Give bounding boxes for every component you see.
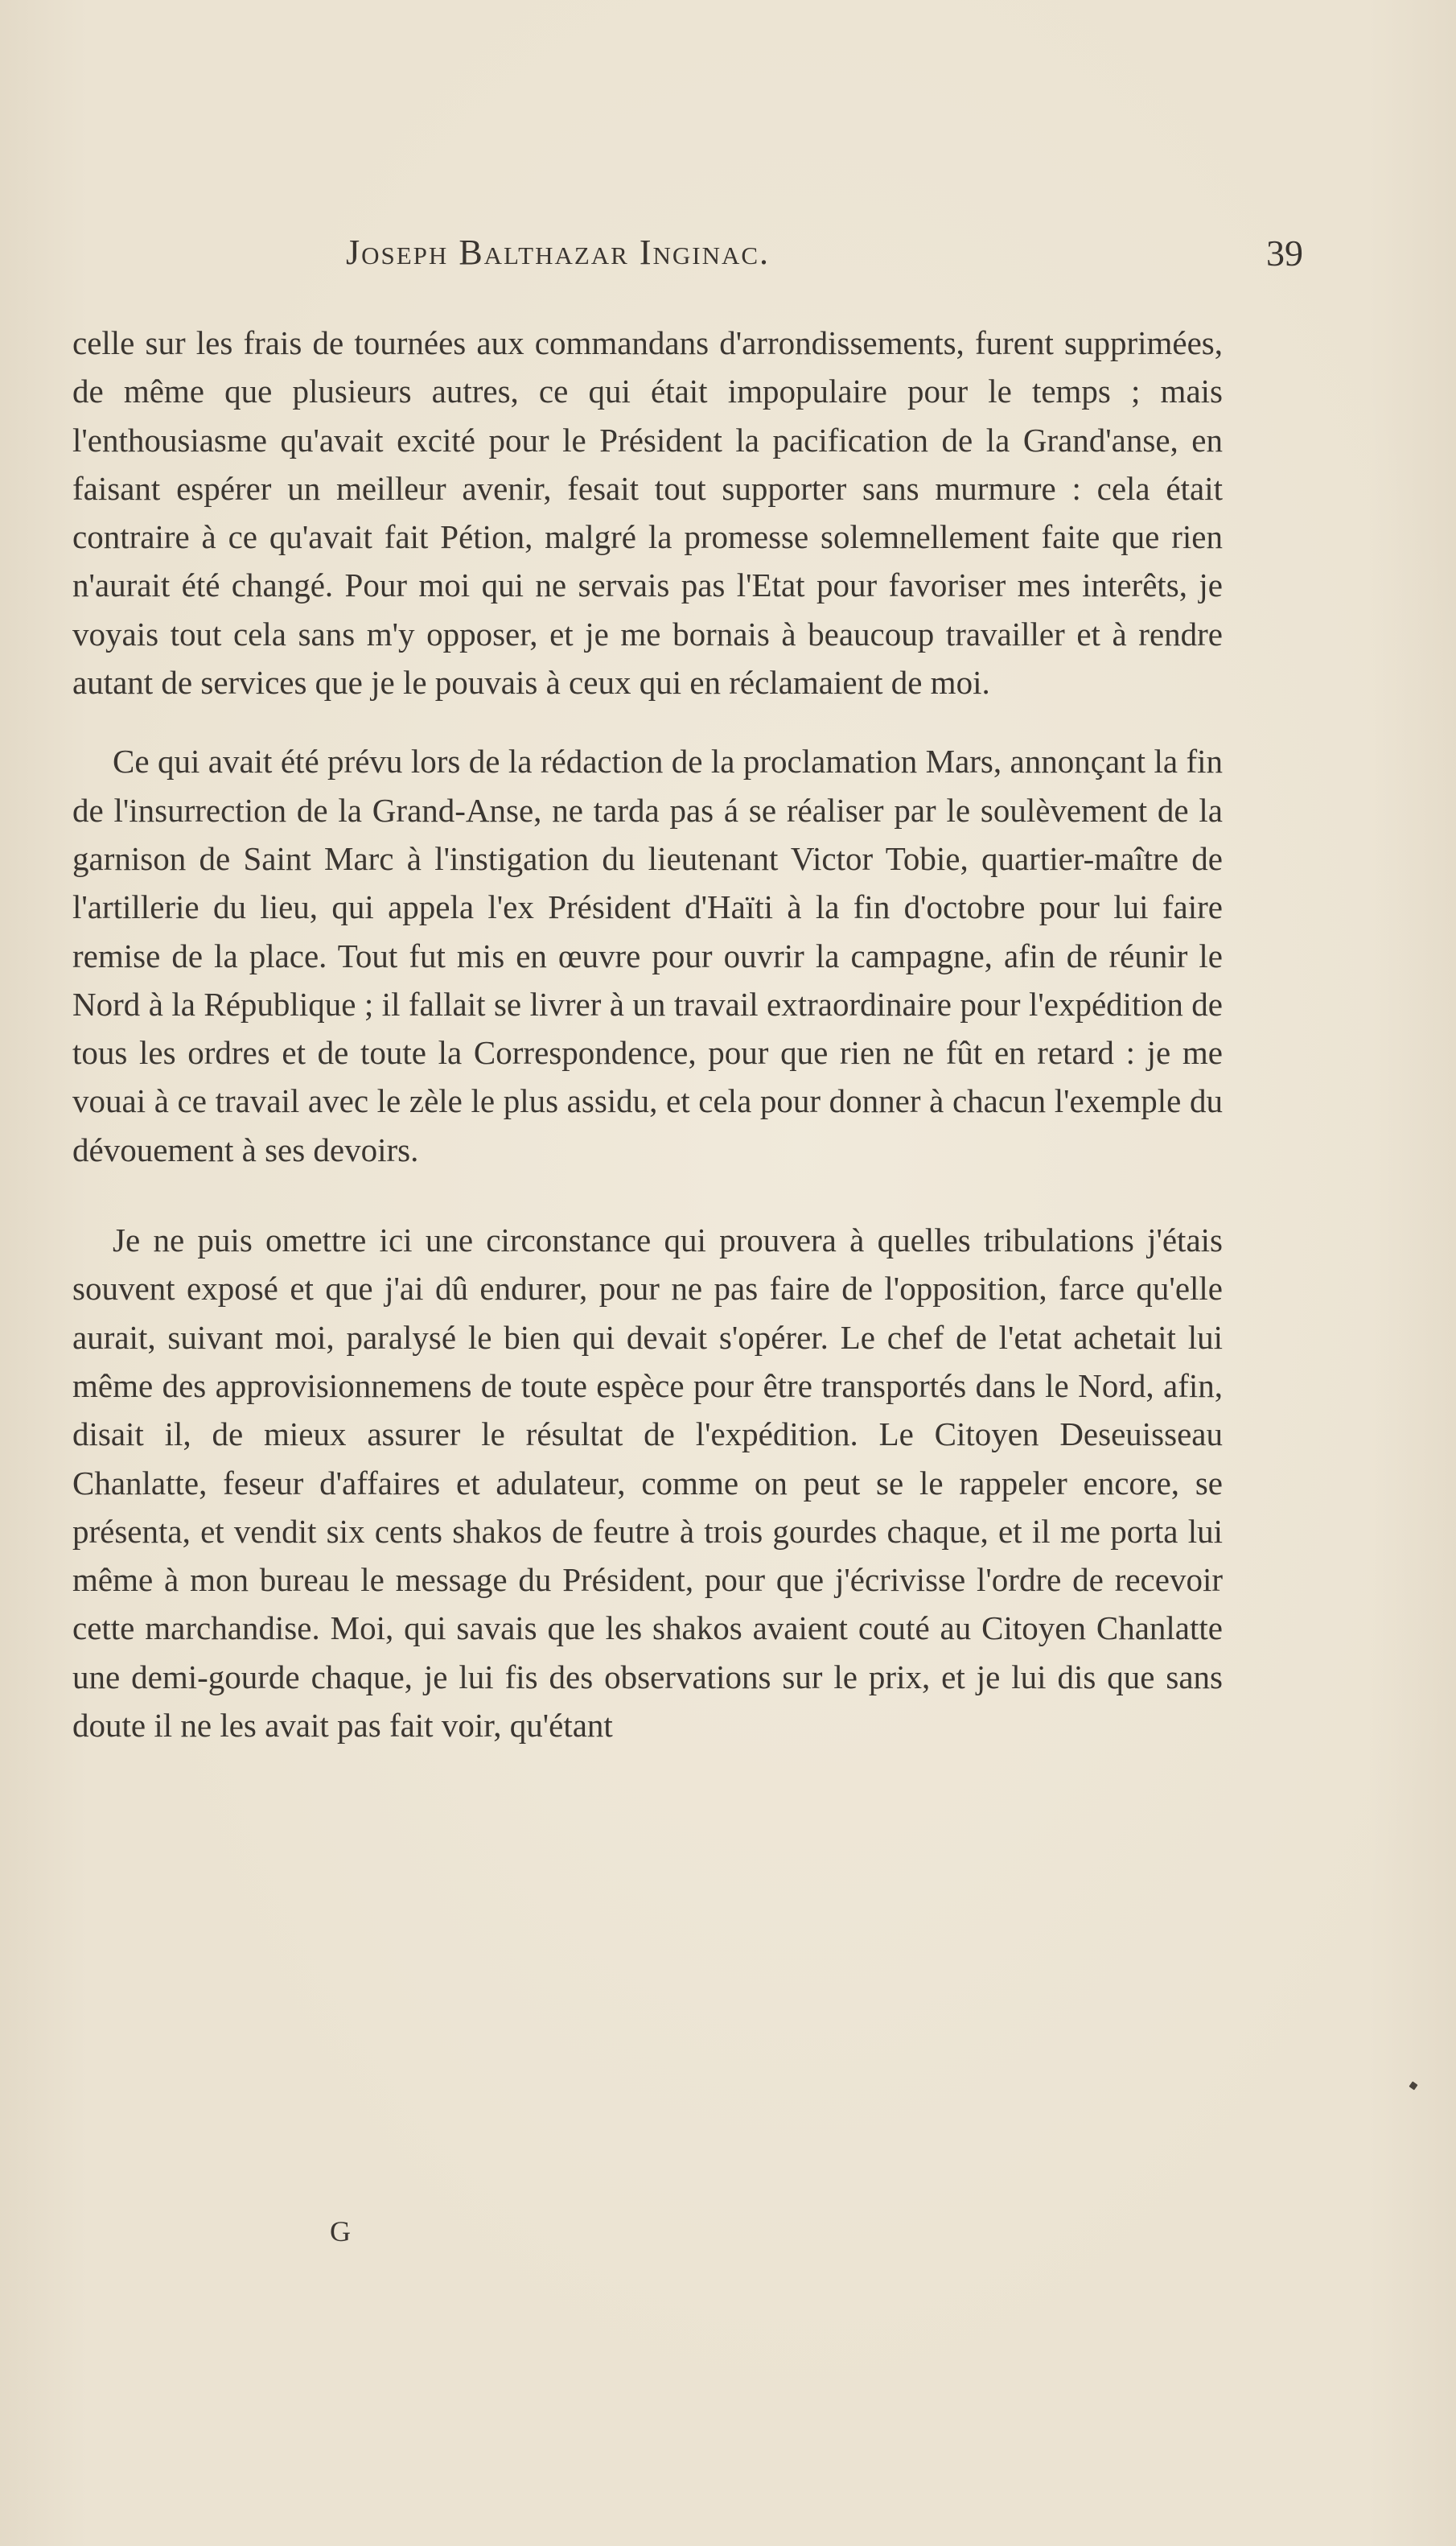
signature-mark: G [330,2215,351,2247]
running-head: Joseph Balthazar Inginac. [346,233,771,272]
paragraph-2: Ce qui avait été prévu lors de la rédaction de la proclamation Mars, annonçant la fin de l'insurrection de la Grand-Anse, ne tarda pas á se réaliser par le soulèvement de la garnison de Saint Marc à l'instigation du lieutenant Victor Tobie, quartier-maître de l'artillerie du lieu, qui appela l'ex Président d'Haïti à la fin d'octobre pour lui faire remise de la place. Tout fut mis en œuvre pour ouvrir la campagne, afin de réunir le Nord à la République ; il fallait se livrer à un travail extraordinaire pour l'expédition de tous les ordres et de toute la Correspondence, pour que rien ne fût en retard : je me vouai à ce travail avec le zèle le plus assidu, et cela pour donner à chacun l'exemple du dévouement à ses devoirs. [72,743,1223,1168]
page-header [72,232,1303,280]
paragraph-1: celle sur les frais de tournées aux commandans d'arrondissements, furent supprimées, de même que plusieurs autres, ce qui était impopulaire pour le temps ; mais l'enthousiasme qu'avait excité pour le Président la pacification de la Grand'anse, en faisant espérer un meilleur avenir, fesait tout supporter sans murmure : cela était contraire à ce qu'avait fait Pétion, malgré la promesse solemnellement faite que rien n'aurait été changé. Pour moi qui ne servais pas l'Etat pour favoriser mes interêts, je voyais tout cela sans m'y opposer, et je me bornais à beaucoup travailler et à rendre autant de services que je le pouvais à ceux qui en réclamaient de moi. [72,324,1223,702]
ink-speck [1409,2081,1417,2090]
body-text [72,319,1223,1749]
page-number: 39 [1266,233,1303,274]
paragraph-3: Je ne puis omettre ici une circonstance qui prouvera à quelles tribulations j'étais souvent exposé et que j'ai dû endurer, pour ne pas faire de l'opposition, farce qu'elle aurait, suivant moi, paralysé le bien qui devait s'opérer. Le chef de l'etat achetait lui même des approvisionnemens de toute espèce pour être transportés dans le Nord, afin, disait il, de mieux assurer le résultat de l'expédition. Le Citoyen Deseuisseau Chanlatte, feseur d'affaires et adulateur, comme on peut se le rappeler encore, se présenta, et vendit six cents shakos de feutre à trois gourdes chaque, et il me porta lui même à mon bureau le message du Président, pour que j'écrivisse l'ordre de recevoir cette marchandise. Moi, qui savais que les shakos avaient couté au Citoyen Chanlatte une demi-gourde chaque, je lui fis des observations sur le prix, et je lui dis que sans doute il ne les avait pas fait voir, qu'étant [72,1222,1223,1745]
